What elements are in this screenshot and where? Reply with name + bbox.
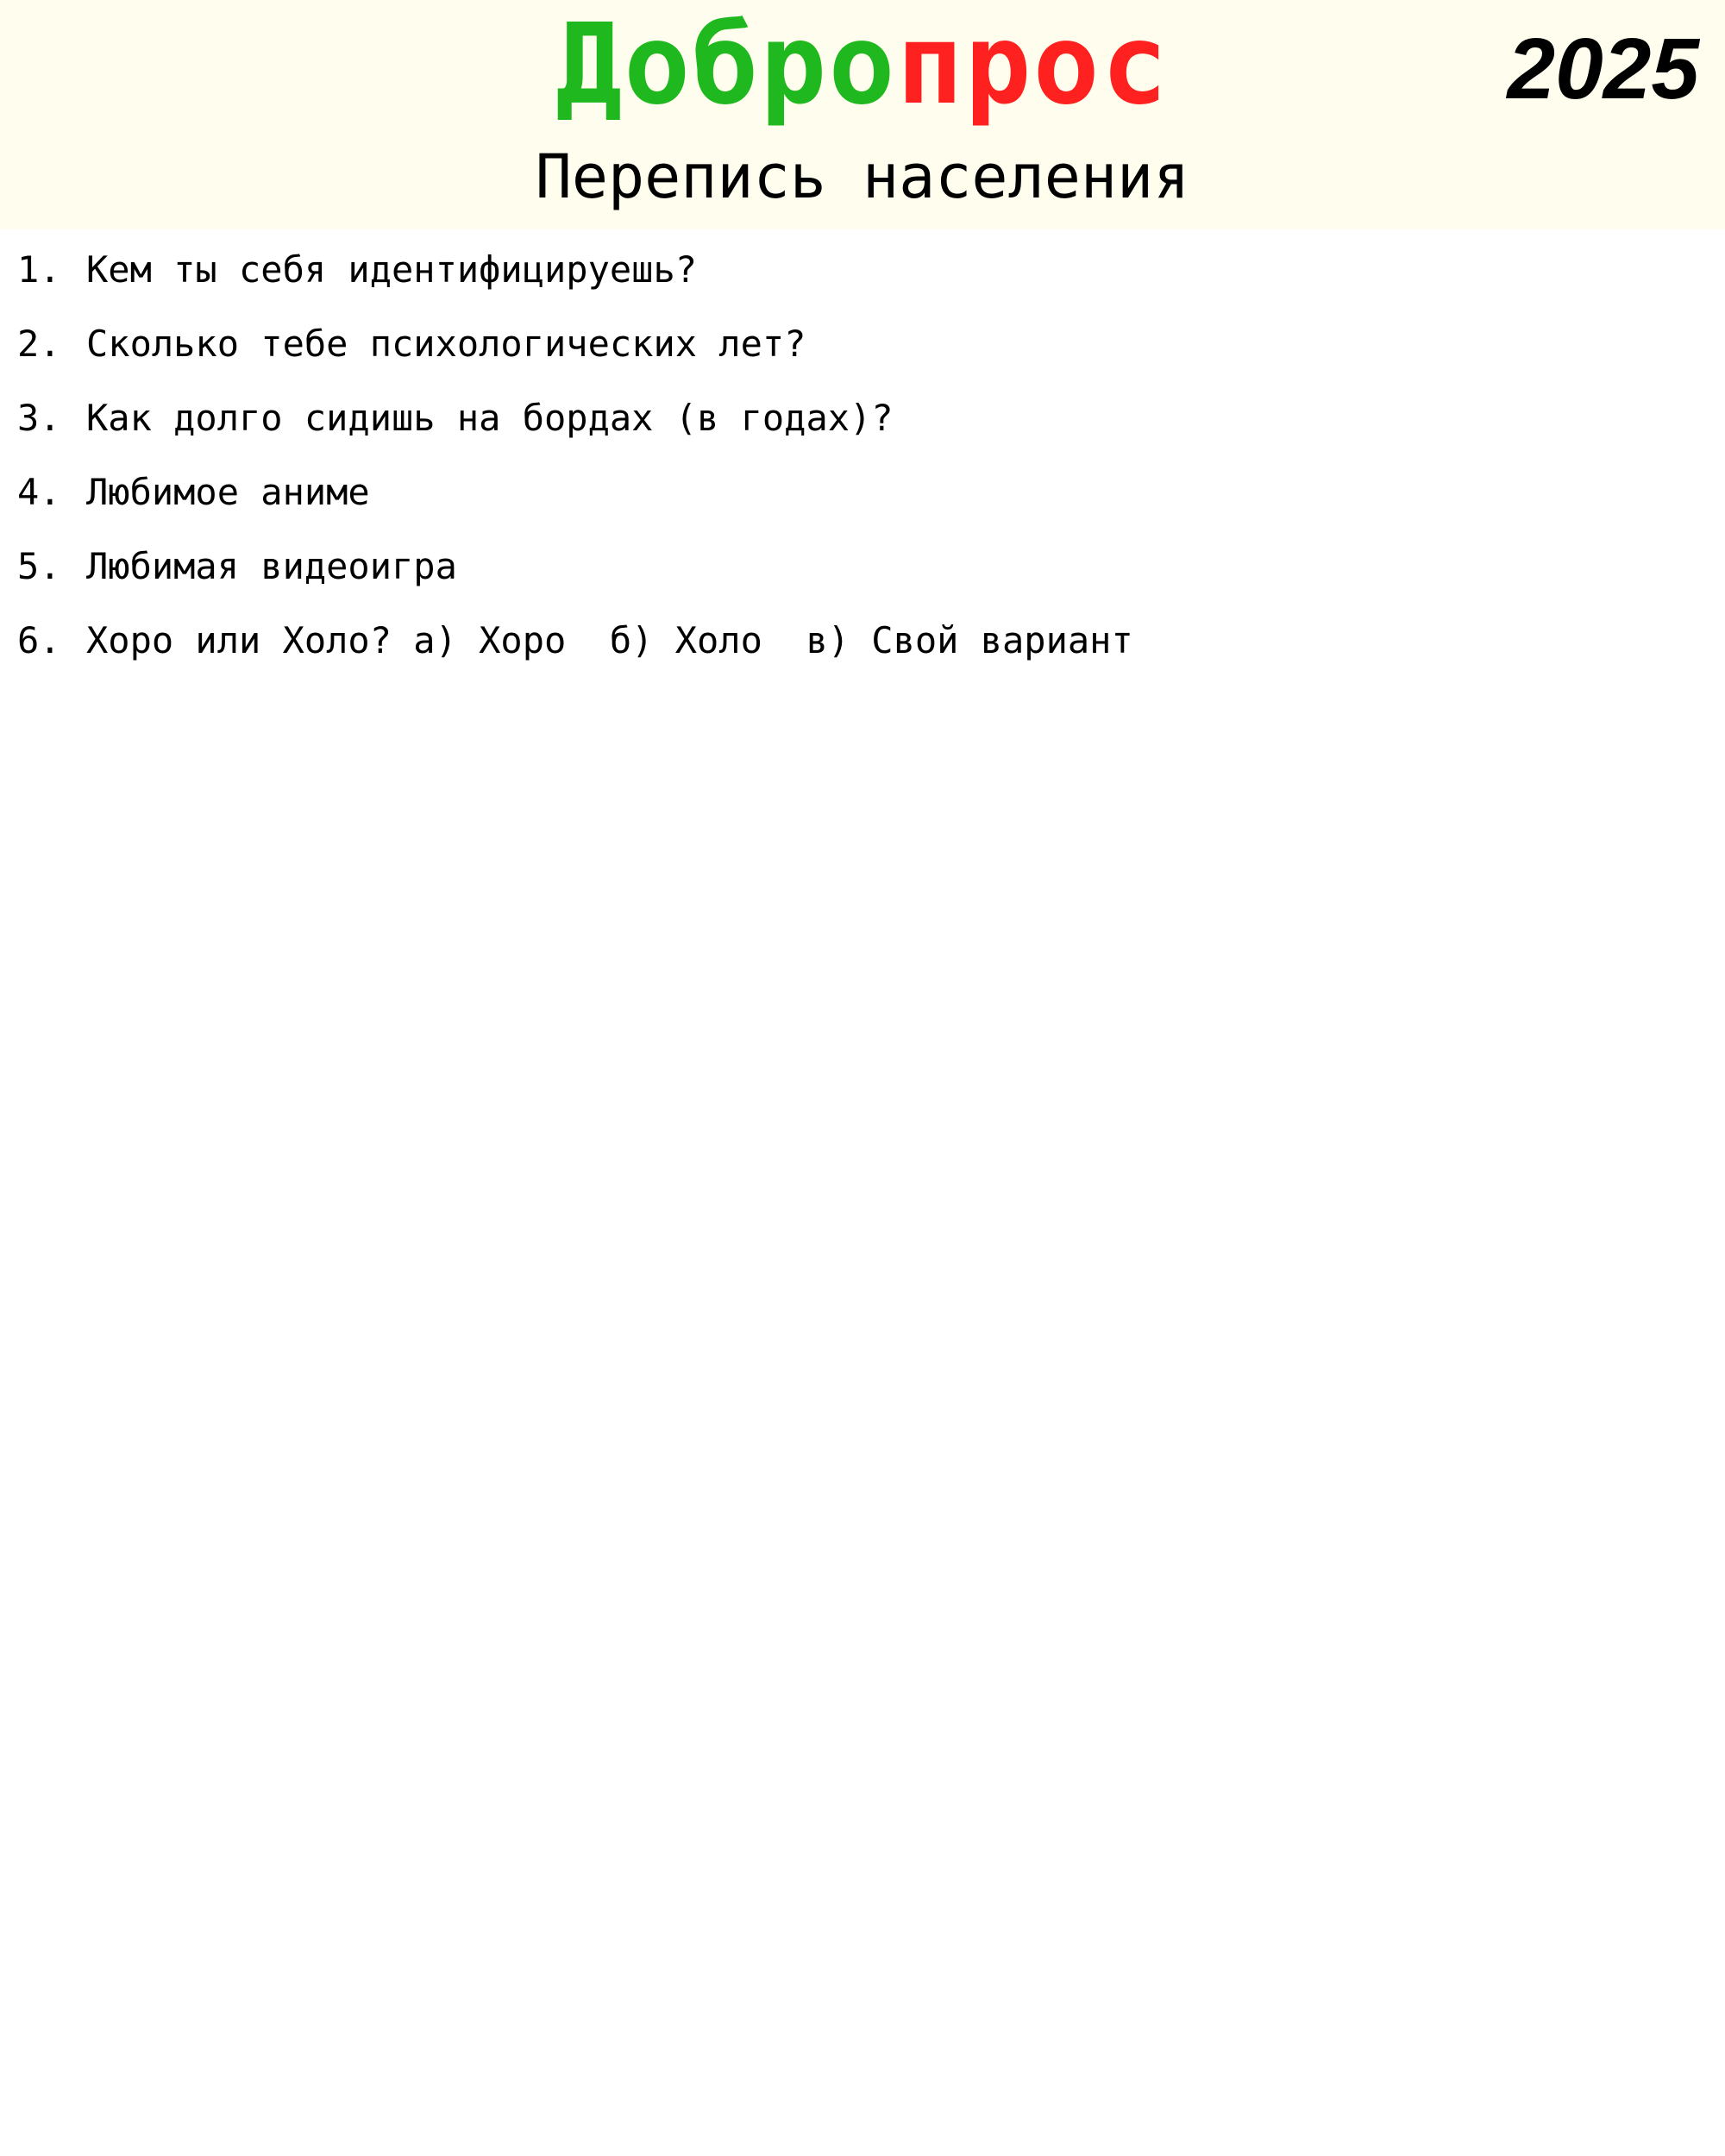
question-text: Сколько тебе психологических лет? xyxy=(86,323,806,365)
question-number: 6. xyxy=(17,619,61,661)
question-number: 3. xyxy=(17,397,61,439)
question-item xyxy=(17,530,1708,604)
question-text: Хоро или Холо? а) Хоро б) Холо в) Свой вариант xyxy=(86,619,1133,661)
question-item xyxy=(17,381,1708,455)
question-number: 4. xyxy=(17,471,61,513)
question-text: Как долго сидишь на бордах (в годах)? xyxy=(86,397,894,439)
question-text: Любимое аниме xyxy=(86,471,370,513)
question-number: 2. xyxy=(17,323,61,365)
brand-logo xyxy=(0,1,1725,129)
question-list xyxy=(17,233,1708,678)
question-item xyxy=(17,307,1708,381)
question-text: Любимая видеоигра xyxy=(86,545,457,587)
question-item xyxy=(17,604,1708,678)
brand-part-green: Добро xyxy=(555,1,897,129)
year-label: 2025 xyxy=(1507,21,1699,117)
question-number: 5. xyxy=(17,545,61,587)
page-header xyxy=(0,0,1725,229)
question-item xyxy=(17,233,1708,307)
question-number: 1. xyxy=(17,248,61,291)
page-subtitle: Перепись населения xyxy=(535,141,1190,212)
brand-part-red: прос xyxy=(896,1,1170,129)
question-item xyxy=(17,455,1708,530)
question-text: Кем ты себя идентифицируешь? xyxy=(86,248,698,291)
